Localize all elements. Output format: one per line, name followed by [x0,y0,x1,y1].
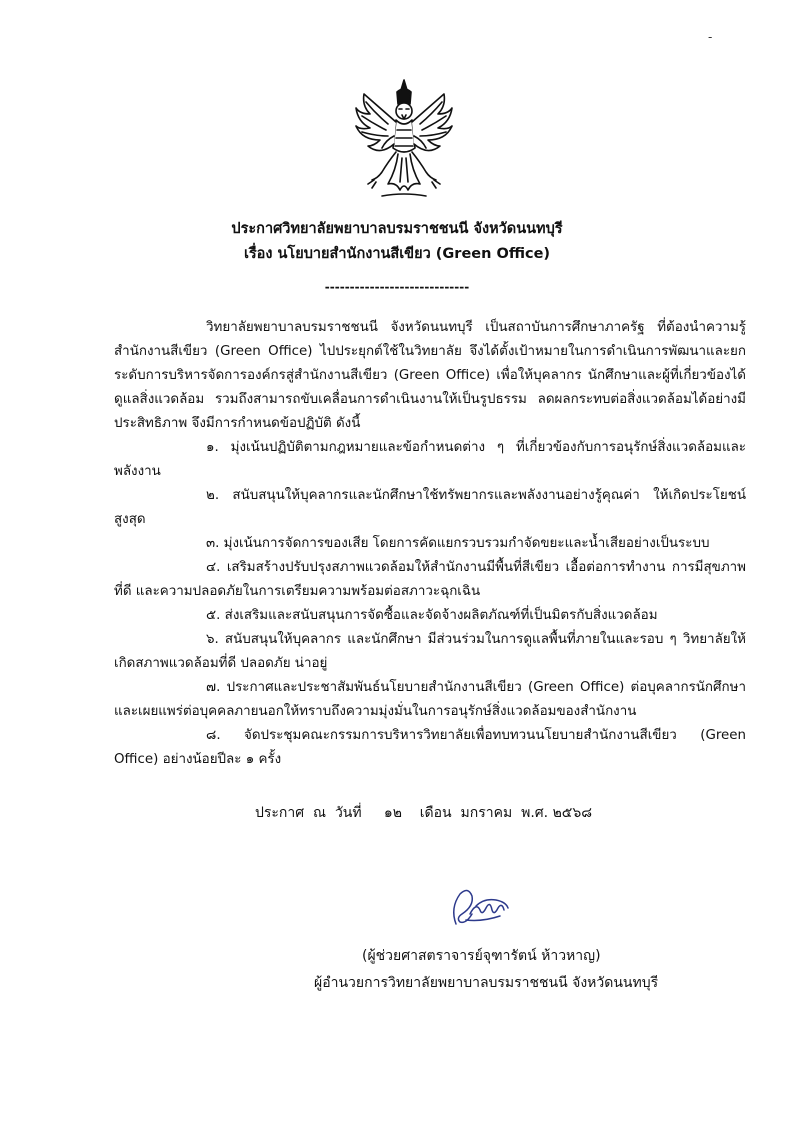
corner-mark: - [708,30,713,44]
policy-item-2: ๒. สนับสนุนให้บุคลากรและนักศึกษาใช้ทรัพยากรและพลังงานอย่างรู้คุณค่า ให้เกิดประโยชน์สูงสุด [114,488,746,527]
garuda-emblem-icon [352,78,456,202]
policy-item-3: ๓. มุ่งเน้นการจัดการของเสีย โดยการคัดแยกรวบรวมกำจัดขยะและน้ำเสียอย่างเป็นระบบ [206,536,710,551]
document-body [114,316,746,772]
announcement-subject: เรื่อง นโยบายสำนักงานสีเขียว (Green Office) [243,246,551,262]
policy-item-1: ๑. มุ่งเน้นปฏิบัติตามกฎหมายและข้อกำหนดต่าง ๆ ที่เกี่ยวข้องกับการอนุรักษ์สิ่งแวดล้อมและพลังงาน [114,440,746,479]
policy-item-6: ๖. สนับสนุนให้บุคลากร และนักศึกษา มีส่วนร่วมในการดูแลพื้นที่ภายในและรอบ ๆ วิทยาลัยให้เกิดสภาพแวดล้อมที่ดี ปลอดภัย น่าอยู่ [114,632,746,671]
signer-name: (ผู้ช่วยศาสตราจารย์จุฑารัตน์ ห้าวหาญ) [362,948,601,964]
announcement-title: ประกาศวิทยาลัยพยาบาลบรมราชชนนี จังหวัดนนทบุรี [231,221,563,237]
policy-item-8: ๘. จัดประชุมคณะกรรมการบริหารวิทยาลัยเพื่อทบทวนนโยบายสำนักงานสีเขียว (Green Office) อย่างน้อยปีละ ๑ ครั้ง [114,728,746,767]
policy-item-7: ๗. ประกาศและประชาสัมพันธ์นโยบายสำนักงานสีเขียว (Green Office) ต่อบุคลากรนักศึกษา และเผยแพร่ต่อบุคคลภายนอกให้ทราบถึงความมุ่งมั่นในการอนุรักษ์สิ่งแวดล้อมของสำนักงาน [114,680,746,719]
handwritten-signature [446,884,512,932]
policy-item-5: ๕. ส่งเสริมและสนับสนุนการจัดซื้อและจัดจ้างผลิตภัณฑ์ที่เป็นมิตรกับสิ่งแวดล้อม [206,608,658,623]
signer-title: ผู้อำนวยการวิทยาลัยพยาบาลบรมราชชนนี จังหวัดนนทบุรี [314,975,659,991]
policy-item-4: ๔. เสริมสร้างปรับปรุงสภาพแวดล้อมให้สำนักงานมีพื้นที่สีเขียว เอื้อต่อการทำงาน การมีสุขภาพที่ดี และความปลอดภัยในการเตรียมความพร้อมต่อสภาวะฉุกเฉิน [114,560,746,599]
announcement-date: ประกาศ ณ วันที่ ๑๒ เดือน มกราคม พ.ศ. ๒๕๖๘ [255,805,593,821]
separator-line: ----------------------------- [324,280,470,294]
intro-paragraph: วิทยาลัยพยาบาลบรมราชชนนี จังหวัดนนทบุรี เป็นสถาบันการศึกษาภาครัฐ ที่ต้องนำความรู้สำนักงานสีเขียว (Green Office) ไปประยุกต์ใช้ในวิทยาลัย จึงได้ตั้งเป้าหมายในการดำเนินการพัฒนาและยกระดับการบริหารจัดการองค์กรสู่สำนักงานสีเขียว (Green Office) เพื่อให้บุคลากร นักศึกษาและผู้ที่เกี่ยวข้องได้ดูแลสิ่งแวดล้อม รวมถึงสามารถขับเคลื่อนการดำเนินงานให้เป็นรูปธรรม ลดผลกระทบต่อสิ่งแวดล้อมได้อย่างมีประสิทธิภาพ จึงมีการกำหนดข้อปฏิบัติ ดังนี้ [114,320,746,431]
